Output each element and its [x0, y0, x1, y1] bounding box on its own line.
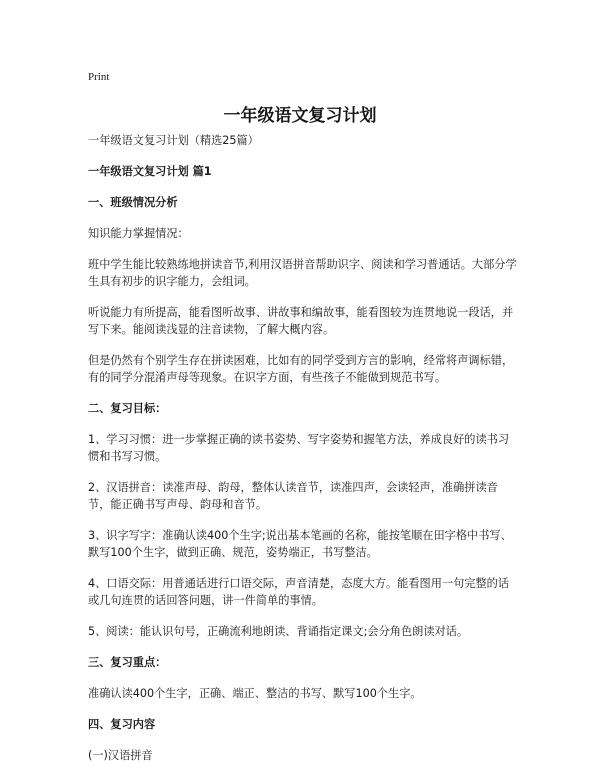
section-heading: 一、班级情况分析	[88, 196, 178, 209]
paragraph: (一)汉语拼音	[88, 749, 153, 762]
paragraph: 4、口语交际：用普通话进行口语交际，声音清楚，态度大方。能看图用一句完整的话或几句连贯的话回答问题，讲一件简单的事情。	[88, 577, 510, 607]
section-heading: 二、复习目标：	[88, 402, 167, 415]
article-body	[88, 132, 520, 778]
section-heading: 四、复习内容	[88, 718, 156, 731]
paragraph: 班中学生能比较熟练地拼读音节,利用汉语拼音帮助识字、阅读和学习普通话。大部分学生具有初步的识字能力，会组词。	[88, 258, 517, 288]
paragraph: 但是仍然有个别学生存在拼读困难，比如有的同学受到方言的影响，经常将声调标错，有的同学分混淆声母等现象。在识字方面，有些孩子不能做到规范书写。	[88, 354, 514, 384]
paragraph: 3、识字写字：准确认读400个生字;说出基本笔画的名称，能按笔顺在田字格中书写、默写100个生字，做到正确、规范，姿势端正，书写整洁。	[88, 529, 512, 559]
paragraph: 准确认读400个生字，正确、端正、整洁的书写、默写100个生字。	[88, 687, 422, 700]
paragraph: 2、汉语拼音：读准声母、韵母，整体认读音节，读准四声，会读轻声，准确拼读音节，能正确书写声母、韵母和音节。	[88, 481, 498, 511]
paragraph: 5、阅读：能认识句号，正确流利地朗读、背诵指定课文;会分角色朗读对话。	[88, 625, 469, 638]
section-heading: 三、复习重点：	[88, 656, 167, 669]
paragraph: 知识能力掌握情况：	[88, 227, 189, 240]
paragraph: 听说能力有所提高，能看图听故事、讲故事和编故事，能看图较为连贯地说一段话，并写下来。能阅读浅显的注音读物，了解大概内容。	[88, 306, 514, 336]
page-title: 一年级语文复习计划	[223, 106, 377, 126]
subtitle: 一年级语文复习计划（精选25篇）	[88, 134, 259, 147]
section-heading: 一年级语文复习计划 篇1	[88, 165, 212, 178]
paragraph: 1、学习习惯：进一步掌握正确的读书姿势、写字姿势和握笔方法，养成良好的读书习惯和书写习惯。	[88, 433, 510, 463]
print-link[interactable]: Print	[88, 71, 110, 83]
